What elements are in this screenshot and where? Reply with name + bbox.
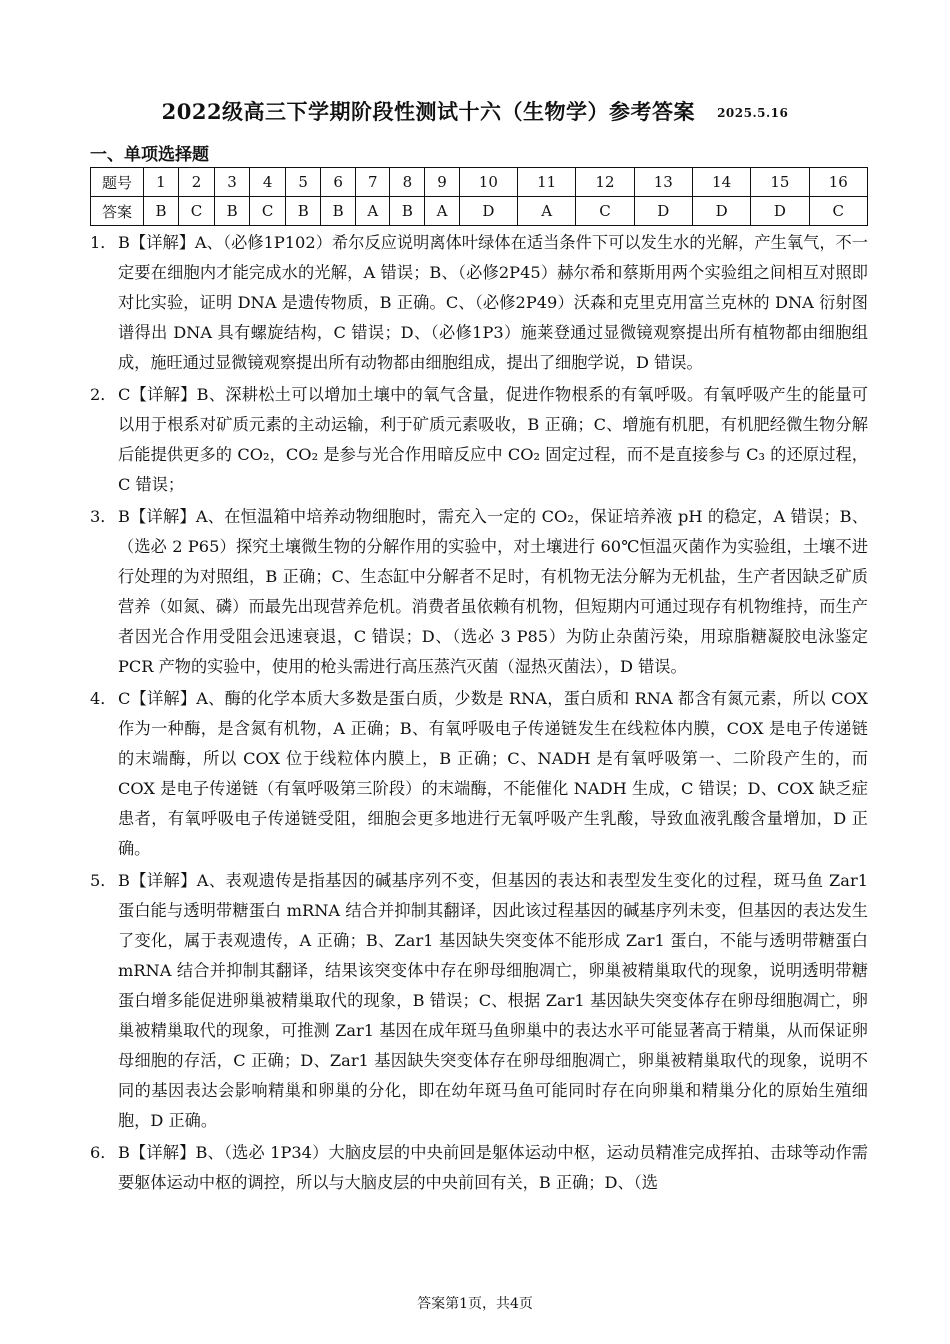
question-number-cell: 15 [751, 168, 809, 197]
answer-cell: D [634, 197, 692, 226]
question-number-cell: 16 [809, 168, 867, 197]
explanation-number: 6． [90, 1143, 117, 1162]
explanation-item [90, 380, 868, 500]
answer-cell: C [178, 197, 214, 226]
section-heading: 一、单项选择题 [90, 145, 209, 165]
explanation-number: 4． [90, 689, 117, 708]
explanation-text: B【详解】A、在恒温箱中培养动物细胞时，需充入一定的 CO₂，保证培养液 pH 的稳定，A 错误；B、（选必 2 P65）探究土壤微生物的分解作用的实验中，对土壤进行 60℃恒温灭菌作为实验组，土壤不进行处理的为对照组，B 正确；C、生态缸中分解者不足时，有机物无法分解为无机盐，生产者因缺乏矿质营养（如氮、磷）而最先出现营养危机。消费者虽依赖有机物，但短期内可通过现存有机物维持，而生产者因光合作用受阻会迅速衰退，C 错误；D、（选必 3 P85）为防止杂菌污染，用琼脂糖凝胶电泳鉴定 PCR 产物的实验中，使用的枪头需进行高压蒸汽灭菌（湿热灭菌法），D 错误。 [118, 507, 868, 676]
answer-cell: A [518, 197, 576, 226]
question-number-cell: 5 [286, 168, 321, 197]
answer-cell: B [286, 197, 321, 226]
answer-row [91, 197, 868, 226]
explanation-number: 2． [90, 385, 117, 404]
explanation-item [90, 684, 868, 864]
explanation-text: B【详解】A、（必修1P102）希尔反应说明离体叶绿体在适当条件下可以发生水的光解，产生氧气，不一定要在细胞内才能完成水的光解，A 错误；B、（必修2P45）赫尔希和蔡斯用两个实验组之间相互对照即对比实验，证明 DNA 是遗传物质，B 正确。C、（必修2P49）沃森和克里克用富兰克林的 DNA 衍射图谱得出 DNA 具有螺旋结构，C 错误；D、（必修1P3）施莱登通过显微镜观察提出所有植物都由细胞组成，施旺通过显微镜观察提出所有动物都由细胞组成，提出了细胞学说，D 错误。 [118, 233, 868, 372]
explanation-item [90, 1138, 868, 1198]
question-number-cell: 11 [518, 168, 576, 197]
answer-cell: A [425, 197, 459, 226]
answer-cell: B [321, 197, 356, 226]
row-label-question: 题号 [91, 168, 144, 197]
answer-cell: D [751, 197, 809, 226]
answer-cell: B [144, 197, 179, 226]
answer-cell: D [459, 197, 517, 226]
explanations [90, 228, 868, 1200]
question-number-cell: 14 [692, 168, 750, 197]
question-number-cell: 1 [144, 168, 179, 197]
explanation-item [90, 228, 868, 378]
question-number-cell: 9 [425, 168, 459, 197]
question-number-cell: 10 [459, 168, 517, 197]
answer-table [90, 167, 868, 226]
page-footer: 答案第1页，共4页 [417, 1296, 533, 1312]
question-number-cell: 3 [215, 168, 250, 197]
explanation-number: 3． [90, 507, 117, 526]
question-number-cell: 6 [321, 168, 356, 197]
question-number-cell: 8 [390, 168, 425, 197]
answer-cell: A [356, 197, 390, 226]
question-number-cell: 7 [356, 168, 390, 197]
title-text: 2022级高三下学期阶段性测试十六（生物学）参考答案 [161, 99, 696, 124]
page-title [0, 96, 950, 126]
explanation-text: C【详解】B、深耕松土可以增加土壤中的氧气含量，促进作物根系的有氧呼吸。有氧呼吸产生的能量可以用于根系对矿质元素的主动运输，利于矿质元素吸收，B 正确；C、增施有机肥，有机肥经微生物分解后能提供更多的 CO₂，CO₂ 是参与光合作用暗反应中 CO₂ 固定过程，而不是直接参与 C₃ 的还原过程，C 错误； [118, 385, 868, 494]
exam-date: 2025.5.16 [717, 106, 789, 120]
explanation-text: B【详解】A、表观遗传是指基因的碱基序列不变，但基因的表达和表型发生变化的过程，斑马鱼 Zar1 蛋白能与透明带糖蛋白 mRNA 结合并抑制其翻译，因此该过程基因的碱基序列未变，但基因的表达发生了变化，属于表观遗传，A 正确；B、Zar1 基因缺失突变体不能形成 Zar1 蛋白，不能与透明带糖蛋白 mRNA 结合并抑制其翻译，结果该突变体中存在卵母细胞凋亡，卵巢被精巢取代的现象，说明透明带糖蛋白增多能促进卵巢被精巢取代的现象，B 错误；C、根据 Zar1 基因缺失突变体存在卵母细胞凋亡，卵巢被精巢取代的现象，可推测 Zar1 基因在成年斑马鱼卵巢中的表达水平可能显著高于精巢，从而保证卵母细胞的存活，C 正确；D、Zar1 基因缺失突变体存在卵母细胞凋亡，卵巢被精巢取代的现象，说明不同的基因表达会影响精巢和卵巢的分化，即在幼年斑马鱼可能同时存在向卵巢和精巢分化的原始生殖细胞，D 正确。 [118, 871, 868, 1130]
explanation-number: 1． [90, 233, 117, 252]
answer-cell: B [390, 197, 425, 226]
row-label-answer: 答案 [91, 197, 144, 226]
explanation-item [90, 502, 868, 682]
explanation-text: C【详解】A、酶的化学本质大多数是蛋白质，少数是 RNA，蛋白质和 RNA 都含有氮元素，所以 COX 作为一种酶，是含氮有机物，A 正确；B、有氧呼吸电子传递链发生在线粒体内膜，COX 是电子传递链的末端酶，所以 COX 位于线粒体内膜上，B 正确；C、NADH 是有氧呼吸第一、二阶段产生的，而 COX 是电子传递链（有氧呼吸第三阶段）的末端酶，不能催化 NADH 生成，C 错误；D、COX 缺乏症患者，有氧呼吸电子传递链受阻，细胞会更多地进行无氧呼吸产生乳酸，导致血液乳酸含量增加，D 正确。 [118, 689, 868, 858]
answer-cell: D [692, 197, 750, 226]
explanation-text: B【详解】B、（选必 1P34）大脑皮层的中央前回是躯体运动中枢，运动员精准完成挥拍、击球等动作需要躯体运动中枢的调控，所以与大脑皮层的中央前回有关，B 正确；D、（选 [118, 1143, 868, 1192]
question-number-cell: 12 [576, 168, 634, 197]
question-number-row [91, 168, 868, 197]
answer-cell: C [250, 197, 286, 226]
question-number-cell: 13 [634, 168, 692, 197]
answer-cell: C [809, 197, 867, 226]
answer-cell: C [576, 197, 634, 226]
answer-cell: B [215, 197, 250, 226]
question-number-cell: 4 [250, 168, 286, 197]
explanation-item [90, 866, 868, 1136]
question-number-cell: 2 [178, 168, 214, 197]
explanation-number: 5． [90, 871, 117, 890]
